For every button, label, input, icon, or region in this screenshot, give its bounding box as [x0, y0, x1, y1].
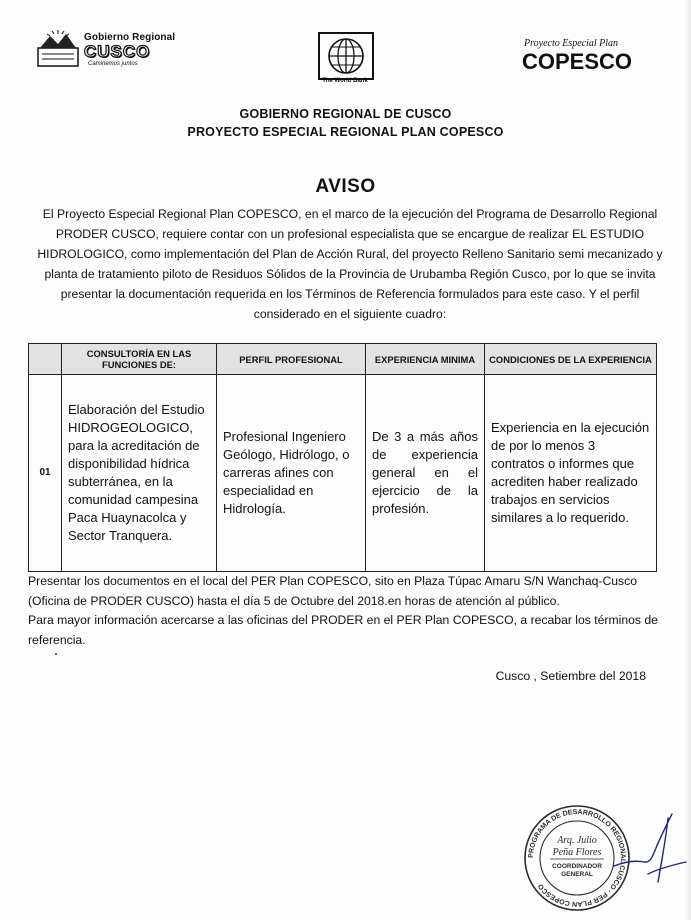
cell-consultoria: Elaboración del Estudio HIDROGEOLOGICO, para la acreditación de disponibilidad hídrica subterránea, en la comunidad campesina Paca Huaynacolca y Sector Tranquera.	[62, 375, 217, 572]
stamp-ring-text: PROGRAMA DE DESARROLLO REGIONAL CUSCO · PER PLAN COPESCO	[527, 808, 627, 908]
world-bank-globe-icon	[320, 34, 372, 78]
header-perfil: PERFIL PROFESIONAL	[217, 344, 366, 375]
logo-right-brand: COPESCO	[522, 49, 633, 74]
intro-paragraph: El Proyecto Especial Regional Plan COPESCO, en el marco de la ejecución del Programa de Desarrollo Regional PRODER CUSCO, requiere contar con un profesional especialista que se encargue de realizar EL ESTUDIO HIDROLOGICO, como implementación del Plan de Acción Rural, del proyecto Relleno Sanitario semi mecanizado y planta de tratamiento piloto de Residuos Sólidos de la Provincia de Urubamba Región Cusco, por lo que se invita presentar la documentación requerida en los Términos de Referencia formulados para este caso. Y el perfil considerado en el siguiente cuadro:	[37, 207, 663, 321]
requirements-table	[28, 343, 657, 572]
world-bank-logo	[314, 32, 376, 90]
header-experiencia: EXPERIENCIA MINIMA	[366, 344, 485, 375]
closing-paragraphs	[28, 572, 668, 650]
cell-condiciones: Experiencia en la ejecución de por lo menos 3 contratos o informes que acrediten haber realizado trabajos en servicios similares a lo requerido.	[485, 375, 657, 572]
stamp-role-1: COORDINADOR	[552, 863, 602, 870]
stray-mark	[55, 653, 57, 655]
table-row	[29, 375, 657, 572]
signature-icon	[610, 808, 690, 898]
cell-experiencia: De 3 a más años de experiencia general en el ejercicio de la profesión.	[366, 375, 485, 572]
stamp-name-2: Peña Flores	[552, 847, 602, 858]
logo-right-subtitle: Proyecto Especial Plan	[524, 38, 619, 49]
stamp-role-2: GENERAL	[561, 871, 593, 878]
table-header-row	[29, 344, 657, 375]
world-bank-frame	[318, 32, 374, 80]
header-num	[29, 344, 62, 375]
stamp-name-1: Arq. Julio	[557, 835, 597, 846]
information-paragraph: Para mayor información acercarse a las oficinas del PRODER en el PER Plan COPESCO, a recabar los términos de referencia.	[28, 613, 658, 647]
submission-paragraph: Presentar los documentos en el local del PER Plan COPESCO, sito en Plaza Túpac Amaru S/N Wanchaq-Cusco (Oficina de PRODER CUSCO) hasta el día 5 de Octubre del 2018.en horas de atención al público.	[28, 574, 637, 608]
logo-left-tagline: Caminemos juntos	[88, 61, 138, 67]
gobierno-regional-cusco-logo	[36, 22, 176, 74]
cusco-emblem-icon	[36, 28, 80, 68]
date-line: Cusco , Setiembre del 2018	[495, 669, 646, 683]
header-consultoria: CONSULTORÍA EN LAS FUNCIONES DE:	[62, 344, 217, 375]
page-title: AVISO	[315, 176, 376, 197]
cell-perfil: Profesional Ingeniero Geólogo, Hidrólogo, o carreras afines con especialidad en Hidrología.	[217, 375, 366, 572]
row-number: 01	[29, 375, 62, 572]
world-bank-caption: The World Bank	[322, 78, 368, 84]
header-line-2: PROYECTO ESPECIAL REGIONAL PLAN COPESCO	[187, 125, 504, 139]
header-condiciones: CONDICIONES DE LA EXPERIENCIA	[485, 344, 657, 375]
logo-left-name: Gobierno Regional	[84, 32, 176, 43]
logo-left-brand: CUSCO	[84, 42, 151, 61]
copesco-logo	[520, 32, 644, 76]
header-line-1: GOBIERNO REGIONAL DE CUSCO	[239, 107, 452, 121]
